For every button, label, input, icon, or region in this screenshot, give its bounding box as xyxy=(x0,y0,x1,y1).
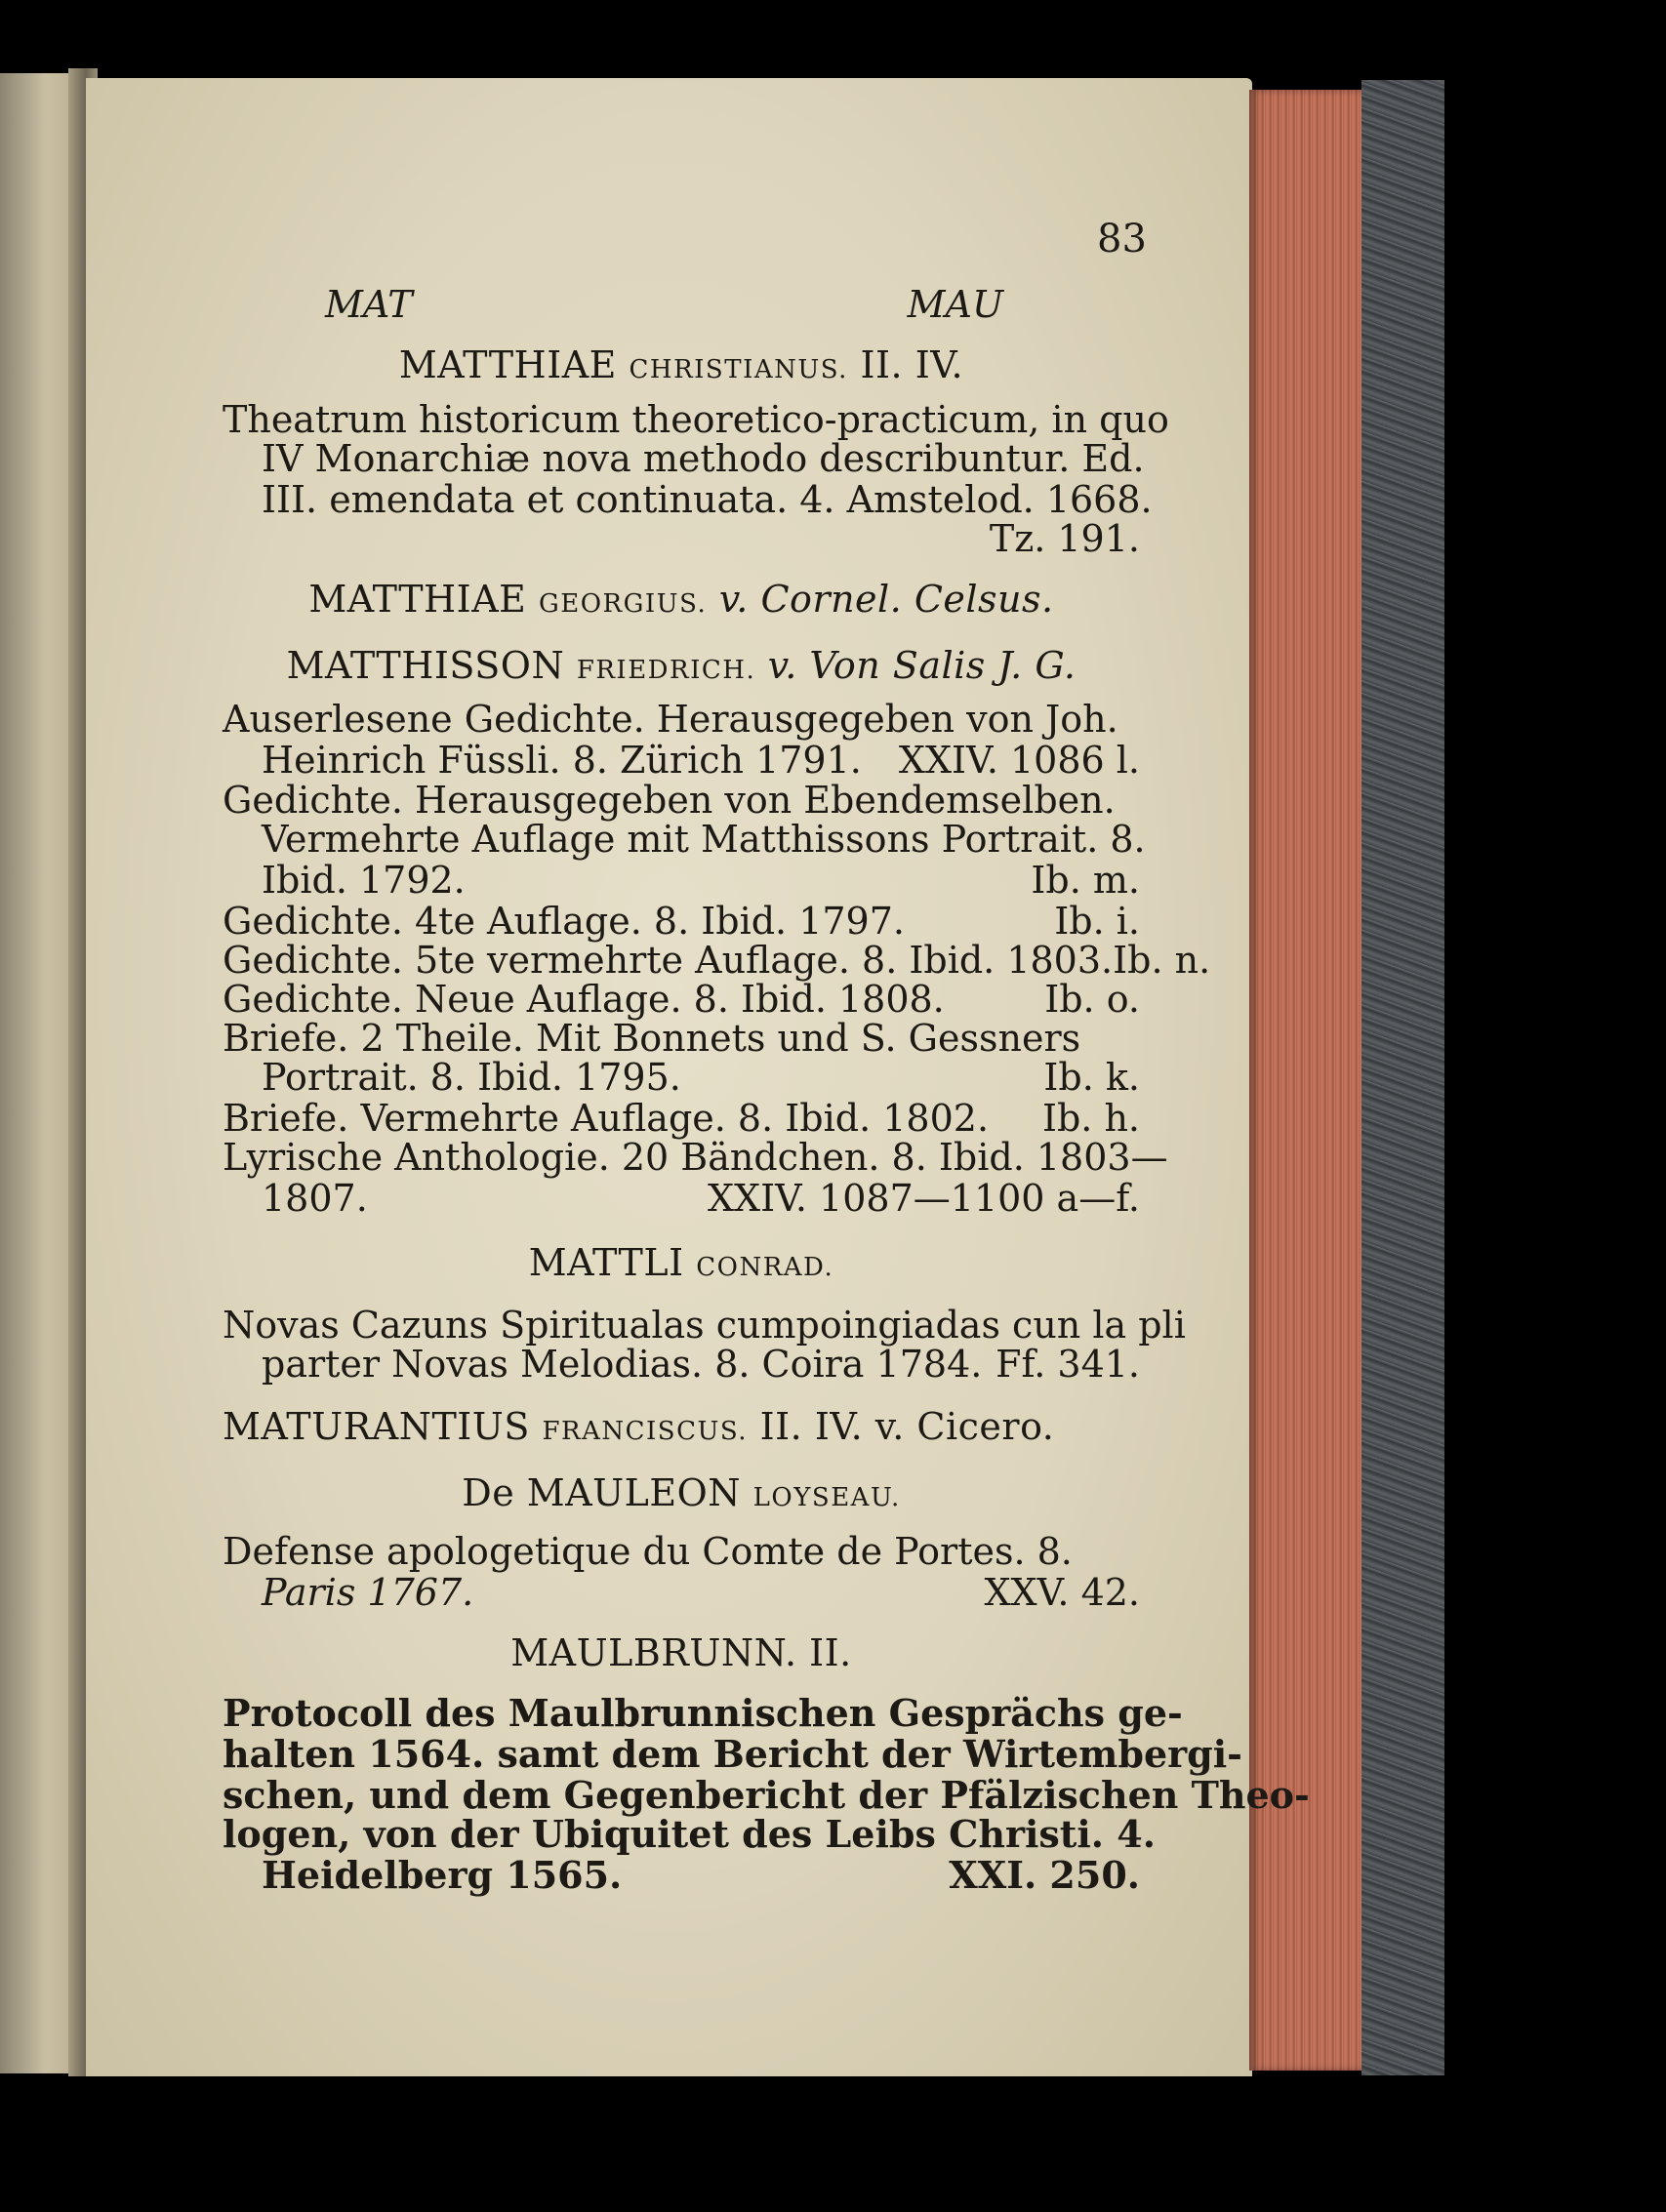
entry-line: Briefe. 2 Theile. Mit Bonnets und S. Gessners xyxy=(223,1017,1081,1060)
entry-line: Paris 1767. XXV. 42. xyxy=(262,1571,1140,1614)
entry-line: III. emendata et continuata. 4. Amstelod. 1668. xyxy=(262,478,1153,521)
entry-line: Gedichte. Herausgegeben von Ebendemselben. xyxy=(223,779,1116,822)
entry-line: IV Monarchiæ nova methodo describuntur. Ed. xyxy=(262,437,1145,480)
entry-line: Gedichte. 5te vermehrte Auflage. 8. Ibid. 1803. Ib. n. xyxy=(223,939,1211,982)
entry-line: Heinrich Füssli. 8. Zürich 1791. XXIV. 1086 l. xyxy=(262,739,1140,782)
entry-line: Ibid. 1792. Ib. m. xyxy=(262,859,1140,902)
entry-line: Lyrische Anthologie. 20 Bändchen. 8. Ibid. 1803— xyxy=(223,1136,1168,1179)
entry-line: halten 1564. samt dem Bericht der Wirtembergi- xyxy=(223,1732,1242,1776)
entry-line: Briefe. Vermehrte Auflage. 8. Ibid. 1802. Ib. h. xyxy=(223,1097,1140,1140)
running-head-right: MAU xyxy=(907,283,1003,326)
entry-line: Protocoll des Maulbrunnischen Gesprächs ge- xyxy=(223,1691,1183,1735)
entry-line: Portrait. 8. Ibid. 1795. Ib. k. xyxy=(262,1056,1140,1099)
entry-heading: MATURANTIUS FRANCISCUS. II. IV. v. Cicero. xyxy=(223,1405,1055,1448)
entry-line: Novas Cazuns Spiritualas cumpoingiadas cun la pli xyxy=(223,1304,1186,1347)
entry-heading: MATTHISSON FRIEDRICH. v. Von Salis J. G. xyxy=(286,644,1077,687)
entry-line: Vermehrte Auflage mit Matthissons Portrait. 8. xyxy=(262,818,1146,861)
entry-heading: MAULBRUNN. II. xyxy=(510,1631,852,1674)
entry-line: Heidelberg 1565. XXI. 250. xyxy=(262,1853,1140,1897)
entry-heading: MATTHIAE CHRISTIANUS. II. IV. xyxy=(398,343,964,386)
entry-line: Tz. 191. xyxy=(989,517,1140,560)
entry-line: Defense apologetique du Comte de Portes. 8. xyxy=(223,1530,1073,1573)
entry-heading: MATTLI CONRAD. xyxy=(528,1241,834,1284)
running-head xyxy=(223,283,1140,326)
running-head-left: MAT xyxy=(325,283,413,326)
entry-line: Gedichte. Neue Auflage. 8. Ibid. 1808. Ib. o. xyxy=(223,978,1140,1021)
page-number: 83 xyxy=(1097,217,1147,261)
entry-line: parter Novas Melodias. 8. Coira 1784. Ff. 341. xyxy=(262,1343,1140,1386)
book-cover xyxy=(1361,80,1444,2075)
entry-line: logen, von der Ubiquitet des Leibs Christi. 4. xyxy=(223,1812,1156,1856)
entry-line: 1807. XXIV. 1087—1100 a—f. xyxy=(262,1177,1140,1220)
bottom-shadow xyxy=(59,2076,1444,2212)
entry-line: Gedichte. 4te Auflage. 8. Ibid. 1797. Ib. i. xyxy=(223,900,1140,943)
entry-heading: MATTHIAE GEORGIUS. v. Cornel. Celsus. xyxy=(308,578,1054,621)
entry-line: Theatrum historicum theoretico-practicum, in quo xyxy=(223,398,1169,441)
entry-line: schen, und dem Gegenbericht der Pfälzischen Theo- xyxy=(223,1773,1310,1817)
entry-heading: De MAULEON LOYSEAU. xyxy=(462,1471,901,1514)
entry-line: Auserlesene Gedichte. Herausgegeben von Joh. xyxy=(223,698,1118,741)
